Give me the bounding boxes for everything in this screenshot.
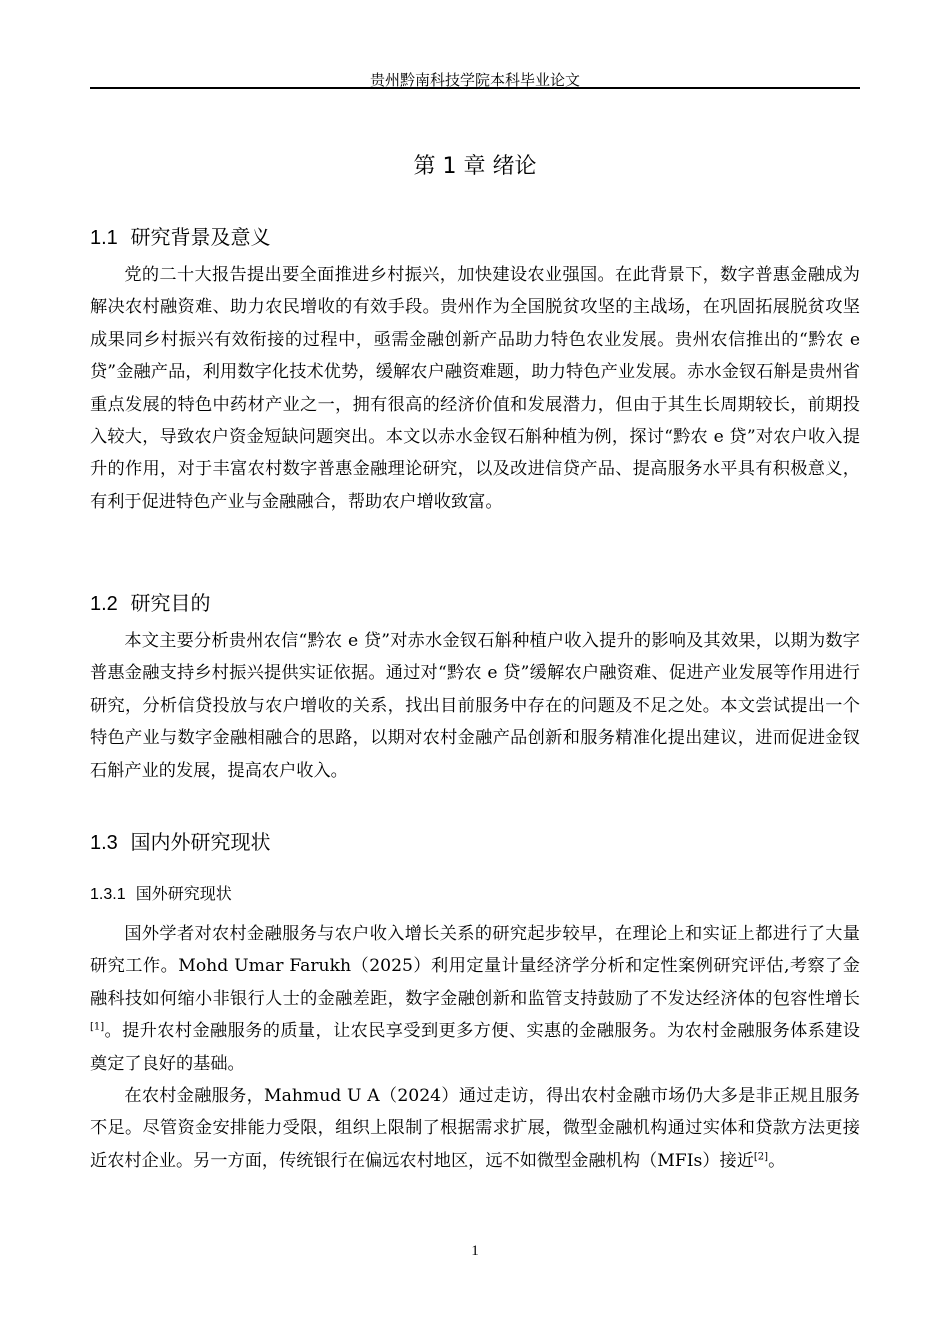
section-title: 国内外研究现状 <box>130 830 271 854</box>
section-number: 1.1 <box>90 227 118 249</box>
paragraph-background: 党的二十大报告提出要全面推进乡村振兴，加快建设农业强国。在此背景下，数字普惠金融成为解决农村融资难、助力农民增收的有效手段。贵州作为全国脱贫攻坚的主战场，在巩固拓展脱贫攻坚成果同乡村振兴有效衔接的过程中，亟需金融创新产品助力特色农业发展。贵州农信推出的“黔农 e 贷”金融产品，利用数字化技术优势，缓解农户融资难题，助力特色产业发展。赤水金钗石斛是贵州省重点发展的特色中药材产业之一，拥有很高的经济价值和发展潜力，但由于其生长周期较长，前期投入较大，导致农户资金短缺问题突出。本文以赤水金钗石斛种植为例，探讨“黔农 e 贷”对农户收入提升的作用，对于丰富农村数字普惠金融理论研究，以及改进信贷产品、提高服务水平具有积极意义，有利于促进特色产业与金融融合，帮助农户增收致富。 <box>90 265 860 512</box>
subsection-title: 国外研究现状 <box>135 884 232 903</box>
paragraph-text: 国外学者对农村金融服务与农户收入增长关系的研究起步较早，在理论上和实证上都进行了大量研究工作。Mohd Umar Farukh（2025）利用定量计量经济学分析和定性案例研究评估,考察了金融科技如何缩小非银行人士的金融差距，数字金融创新和监管支持鼓励了不发达经济体的包容性增长 <box>90 924 860 1009</box>
paragraph-text: 在农村金融服务，Mahmud U A（2024）通过走访，得出农村金融市场仍大多是非正规且服务不足。尽管资金安排能力受限，组织上限制了根据需求扩展，微型金融机构通过实体和贷款方法更接近农村企业。另一方面，传统银行在偏远农村地区，远不如微型金融机构（MFIs）接近 <box>90 1086 860 1171</box>
subsection-heading-1-3-1 <box>90 881 232 904</box>
section-number: 1.2 <box>90 593 118 615</box>
subsection-number: 1.3.1 <box>90 886 126 903</box>
section-heading-1-1 <box>90 221 271 250</box>
citation-ref: [2] <box>753 1151 769 1163</box>
chapter-title: 第 1 章 绪论 <box>413 154 537 179</box>
page-number: 1 <box>471 1243 479 1259</box>
citation-ref: [1] <box>90 1021 105 1033</box>
running-header: 贵州黔南科技学院本科毕业论文 <box>369 71 580 89</box>
paragraph-text: 。提升农村金融服务的质量，让农民享受到更多方便、实惠的金融服务。为农村金融服务体系建设奠定了良好的基础。 <box>90 1021 860 1074</box>
paragraph-foreign-research-2 <box>90 1080 860 1177</box>
section-number: 1.3 <box>90 832 118 854</box>
section-heading-1-3 <box>90 826 271 855</box>
section-heading-1-2 <box>90 587 211 616</box>
section-title: 研究背景及意义 <box>130 225 271 249</box>
paragraph-text: 。 <box>768 1150 786 1171</box>
paragraph-purpose: 本文主要分析贵州农信“黔农 e 贷”对赤水金钗石斛种植户收入提升的影响及其效果，以期为数字普惠金融支持乡村振兴提供实证依据。通过对“黔农 e 贷”缓解农户融资难、促进产业发展等作用进行研究，分析信贷投放与农户增收的关系，找出目前服务中存在的问题及不足之处。本文尝试提出一个特色产业与数字金融相融合的思路，以期对农村金融产品创新和服务精准化提出建议，进而促进金钗石斛产业的发展，提高农户收入。 <box>90 631 860 781</box>
header-divider <box>90 87 860 89</box>
section-title: 研究目的 <box>130 591 211 615</box>
paragraph-foreign-research-1 <box>90 918 860 1080</box>
